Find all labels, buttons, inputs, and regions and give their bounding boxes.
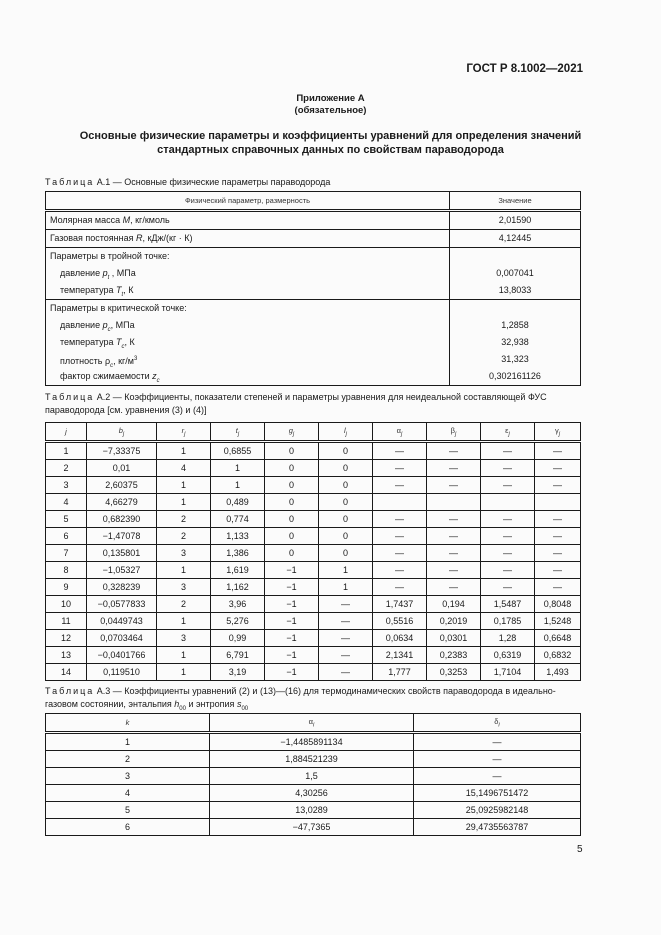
- table-cell: —: [481, 460, 535, 477]
- table-cell: −1: [265, 647, 319, 664]
- table-cell: 1,5248: [535, 613, 581, 630]
- table-cell: 0,8048: [535, 596, 581, 613]
- table-cell: 3: [46, 477, 87, 494]
- table-cell: −1,47078: [87, 528, 157, 545]
- table-cell: 9: [46, 579, 87, 596]
- table-row: [46, 511, 581, 528]
- param-group-labels: [46, 248, 450, 300]
- table-cell: 0,2383: [427, 647, 481, 664]
- table-cell: 3: [157, 630, 211, 647]
- table-cell: 1: [211, 460, 265, 477]
- table-cell: 1: [157, 442, 211, 460]
- table-cell: 0,0449743: [87, 613, 157, 630]
- table-cell: 0,682390: [87, 511, 157, 528]
- table-cell: —: [319, 647, 373, 664]
- column-header-l: $l_j$: [319, 423, 373, 442]
- table-cell: 0: [265, 511, 319, 528]
- table-row: [46, 768, 581, 785]
- table-cell: −1: [265, 579, 319, 596]
- caption-text: А.2 — Коэффициенты, показатели степеней и параметры уравнения для неидеальной составляющей ФУС параводорода [см. уравнения (3) и (4)]: [45, 392, 547, 415]
- caption-prefix: Таблица: [45, 392, 95, 402]
- table-cell: 0: [319, 460, 373, 477]
- param-group-values: [450, 248, 581, 300]
- table-cell: −1: [265, 613, 319, 630]
- table-cell: 6: [46, 819, 210, 836]
- table-cell: 0: [319, 528, 373, 545]
- table-cell: 3,96: [211, 596, 265, 613]
- column-header-j: j: [46, 423, 87, 442]
- table-cell: −1: [265, 630, 319, 647]
- table-cell: 1: [319, 579, 373, 596]
- table-cell: —: [373, 528, 427, 545]
- table-a3: [45, 713, 581, 836]
- table-cell: 1,777: [373, 664, 427, 681]
- table-cell: −1: [265, 596, 319, 613]
- table-cell: 1,619: [211, 562, 265, 579]
- table-cell: 0,328239: [87, 579, 157, 596]
- table-cell: —: [427, 511, 481, 528]
- table-cell: 0: [319, 545, 373, 562]
- table-row: [46, 664, 581, 681]
- table-cell: —: [414, 733, 581, 751]
- table-cell: —: [481, 528, 535, 545]
- table-cell: 0,3253: [427, 664, 481, 681]
- param-value: 13,8033: [498, 285, 532, 295]
- table-a2-caption: [45, 391, 585, 417]
- table-cell: 6,791: [211, 647, 265, 664]
- table-cell: 0: [265, 494, 319, 511]
- table-cell: 25,0925982148: [414, 802, 581, 819]
- table-cell: —: [535, 545, 581, 562]
- caption-text: А.1 — Основные физические параметры параводорода: [94, 177, 331, 187]
- table-cell: 4,66279: [87, 494, 157, 511]
- table-cell: [373, 494, 427, 511]
- table-cell: 7: [46, 545, 87, 562]
- table-row: [46, 494, 581, 511]
- table-cell: —: [373, 511, 427, 528]
- table-cell: 0,6832: [535, 647, 581, 664]
- table-cell: 0,6855: [211, 442, 265, 460]
- table-cell: 3: [157, 545, 211, 562]
- table-cell: —: [535, 511, 581, 528]
- table-cell: 0,119510: [87, 664, 157, 681]
- column-header-k: k: [46, 714, 210, 733]
- table-cell: 4: [157, 460, 211, 477]
- table-cell: 1: [46, 733, 210, 751]
- param-group-values: [450, 300, 581, 386]
- table-cell: −1: [265, 664, 319, 681]
- table-cell: —: [481, 579, 535, 596]
- param-value: 0,302161126: [489, 371, 541, 381]
- table-cell: 1,493: [535, 664, 581, 681]
- table-cell: 0: [319, 494, 373, 511]
- table-cell: 1: [157, 647, 211, 664]
- table-cell: 11: [46, 613, 87, 630]
- table-row: [46, 596, 581, 613]
- table-cell: —: [319, 596, 373, 613]
- param-label: давление $p_t$ , МПа: [60, 268, 136, 281]
- table-cell: —: [319, 664, 373, 681]
- table-cell: 0: [265, 442, 319, 460]
- table-a1-caption: [45, 176, 585, 189]
- column-header-alpha: $\alpha_i$: [210, 714, 414, 733]
- table-cell: —: [427, 545, 481, 562]
- table-cell: 0,99: [211, 630, 265, 647]
- table-cell: 0,6319: [481, 647, 535, 664]
- param-label: температура $T_c$, К: [60, 337, 135, 350]
- table-cell: [481, 494, 535, 511]
- table-cell: —: [535, 442, 581, 460]
- table-cell: 0,774: [211, 511, 265, 528]
- table-row: [46, 613, 581, 630]
- table-cell: −1,4485891134: [210, 733, 414, 751]
- table-cell: —: [427, 562, 481, 579]
- table-a2-body: [46, 442, 581, 681]
- table-cell: 4,30256: [210, 785, 414, 802]
- table-row-group-critical: [46, 300, 581, 386]
- table-cell: 1: [157, 613, 211, 630]
- table-cell: 0,0634: [373, 630, 427, 647]
- table-cell: 2,1341: [373, 647, 427, 664]
- table-cell: —: [481, 477, 535, 494]
- table-cell: 1,5: [210, 768, 414, 785]
- appendix-status: (обязательное): [294, 105, 367, 116]
- table-row: [46, 230, 581, 248]
- table-header-row: [46, 714, 581, 733]
- table-cell: 0: [265, 528, 319, 545]
- table-header-row: [46, 423, 581, 442]
- table-a3-body: [46, 733, 581, 836]
- table-cell: 4: [46, 494, 87, 511]
- table-cell: [427, 494, 481, 511]
- appendix-title-line1: Основные физические параметры и коэффициенты уравнений для определения значений: [79, 130, 582, 142]
- table-cell: 2: [157, 511, 211, 528]
- table-cell: —: [535, 477, 581, 494]
- table-a2: [45, 422, 581, 681]
- column-header-g: $g_j$: [265, 423, 319, 442]
- column-header-delta: $\delta_i$: [414, 714, 581, 733]
- table-cell: —: [414, 751, 581, 768]
- column-header: Физический параметр, размерность: [46, 192, 450, 211]
- param-value: 2,01590: [450, 211, 581, 230]
- table-cell: —: [481, 442, 535, 460]
- table-cell: —: [427, 477, 481, 494]
- param-value: 32,938: [501, 337, 529, 347]
- table-cell: 0,489: [211, 494, 265, 511]
- page-number: 5: [577, 844, 583, 855]
- table-cell: —: [427, 442, 481, 460]
- table-cell: −0,0577833: [87, 596, 157, 613]
- caption-prefix: Таблица: [45, 686, 95, 696]
- table-cell: 1: [157, 494, 211, 511]
- table-cell: 1: [157, 477, 211, 494]
- table-cell: 5,276: [211, 613, 265, 630]
- column-header-t: $t_j$: [211, 423, 265, 442]
- table-cell: —: [319, 630, 373, 647]
- table-cell: —: [414, 768, 581, 785]
- table-cell: 0,0703464: [87, 630, 157, 647]
- table-cell: —: [373, 545, 427, 562]
- table-row: [46, 545, 581, 562]
- table-row: [46, 647, 581, 664]
- table-row-group-triple: [46, 248, 581, 300]
- table-cell: 0: [319, 511, 373, 528]
- table-cell: 0: [319, 442, 373, 460]
- table-cell: —: [481, 562, 535, 579]
- table-cell: —: [373, 562, 427, 579]
- group-label: Параметры в критической точке:: [50, 303, 187, 313]
- table-cell: —: [481, 511, 535, 528]
- table-cell: —: [481, 545, 535, 562]
- table-cell: 0: [265, 545, 319, 562]
- table-cell: —: [535, 579, 581, 596]
- param-label: температура $T_t$, К: [60, 285, 134, 298]
- appendix-title-line2: стандартных справочных данных по свойствам параводорода: [157, 144, 504, 156]
- table-cell: 0,5516: [373, 613, 427, 630]
- param-label: давление $p_c$, МПа: [60, 320, 135, 333]
- table-cell: 1,884521239: [210, 751, 414, 768]
- table-cell: 0,01: [87, 460, 157, 477]
- param-value: 31,323: [501, 354, 529, 364]
- table-cell: 13,0289: [210, 802, 414, 819]
- table-cell: −1: [265, 562, 319, 579]
- table-header-row: [46, 192, 581, 211]
- table-cell: 0,135801: [87, 545, 157, 562]
- table-cell: —: [373, 460, 427, 477]
- table-cell: 1,28: [481, 630, 535, 647]
- table-row: [46, 785, 581, 802]
- table-cell: −0,0401766: [87, 647, 157, 664]
- table-cell: 6: [46, 528, 87, 545]
- table-cell: —: [535, 460, 581, 477]
- table-cell: 1,386: [211, 545, 265, 562]
- table-cell: 0,2019: [427, 613, 481, 630]
- table-cell: 0: [265, 477, 319, 494]
- column-header-gamma: $\gamma_j$: [535, 423, 581, 442]
- table-row: [46, 562, 581, 579]
- table-cell: 5: [46, 511, 87, 528]
- table-cell: 1: [157, 664, 211, 681]
- table-row: [46, 819, 581, 836]
- table-cell: 3: [157, 579, 211, 596]
- table-cell: 10: [46, 596, 87, 613]
- table-cell: 1: [157, 562, 211, 579]
- table-row: [46, 460, 581, 477]
- table-cell: 12: [46, 630, 87, 647]
- table-cell: 2,60375: [87, 477, 157, 494]
- column-header-epsilon: $\varepsilon_j$: [481, 423, 535, 442]
- table-cell: 1,7437: [373, 596, 427, 613]
- standard-number: ГОСТ Р 8.1002—2021: [466, 63, 583, 75]
- table-cell: 4: [46, 785, 210, 802]
- group-label: Параметры в тройной точке:: [50, 251, 170, 261]
- table-row: [46, 802, 581, 819]
- table-cell: 1: [319, 562, 373, 579]
- table-cell: —: [535, 528, 581, 545]
- table-row: [46, 211, 581, 230]
- table-row: [46, 579, 581, 596]
- appendix-label: Приложение А: [296, 93, 365, 104]
- table-cell: —: [427, 460, 481, 477]
- table-cell: —: [427, 528, 481, 545]
- table-row: [46, 528, 581, 545]
- table-cell: 14: [46, 664, 87, 681]
- param-value: 4,12445: [450, 230, 581, 248]
- column-header-beta: $\beta_j$: [427, 423, 481, 442]
- param-label: фактор сжимаемости $z_c$: [60, 371, 160, 384]
- param-label: Молярная масса M, кг/кмоль: [46, 211, 450, 230]
- table-a1: [45, 191, 581, 386]
- table-row: [46, 751, 581, 768]
- table-cell: 3: [46, 768, 210, 785]
- table-cell: 29,4735563787: [414, 819, 581, 836]
- param-group-labels: [46, 300, 450, 386]
- table-cell: 8: [46, 562, 87, 579]
- table-cell: 1,7104: [481, 664, 535, 681]
- table-cell: 1,133: [211, 528, 265, 545]
- table-cell: 2: [46, 751, 210, 768]
- column-header-r: $r_j$: [157, 423, 211, 442]
- column-header-alpha: $\alpha_j$: [373, 423, 427, 442]
- table-cell: 0: [319, 477, 373, 494]
- param-label: плотность $\rho_c$, $кг/м^3$: [60, 356, 138, 369]
- table-a3-caption: [45, 685, 585, 716]
- appendix-title: [0, 129, 661, 157]
- table-cell: 15,1496751472: [414, 785, 581, 802]
- table-cell: 1,5487: [481, 596, 535, 613]
- param-value: 1,2858: [501, 320, 529, 330]
- table-cell: —: [319, 613, 373, 630]
- table-cell: —: [373, 477, 427, 494]
- table-row: [46, 733, 581, 751]
- table-cell: 2: [157, 528, 211, 545]
- table-cell: 13: [46, 647, 87, 664]
- table-cell: 5: [46, 802, 210, 819]
- table-cell: −47,7365: [210, 819, 414, 836]
- table-cell: 2: [46, 460, 87, 477]
- table-cell: 0,0301: [427, 630, 481, 647]
- table-cell: —: [373, 442, 427, 460]
- table-cell: —: [535, 562, 581, 579]
- table-cell: 0,194: [427, 596, 481, 613]
- table-row: [46, 442, 581, 460]
- table-cell: —: [373, 579, 427, 596]
- table-cell: 1: [211, 477, 265, 494]
- param-label: Газовая постоянная R, кДж/(кг · К): [46, 230, 450, 248]
- caption-prefix: Таблица: [45, 177, 95, 187]
- table-cell: 1: [46, 442, 87, 460]
- table-cell: −1,05327: [87, 562, 157, 579]
- table-cell: −7,33375: [87, 442, 157, 460]
- column-header-b: $b_j$: [87, 423, 157, 442]
- table-cell: 0,6648: [535, 630, 581, 647]
- table-cell: 0,1785: [481, 613, 535, 630]
- table-cell: [535, 494, 581, 511]
- table-cell: —: [427, 579, 481, 596]
- table-cell: 0: [265, 460, 319, 477]
- table-cell: 2: [157, 596, 211, 613]
- param-value: 0,007041: [496, 268, 534, 278]
- table-cell: 3,19: [211, 664, 265, 681]
- table-cell: 1,162: [211, 579, 265, 596]
- table-row: [46, 630, 581, 647]
- caption-text: А.3 — Коэффициенты уравнений (2) и (13)—(16) для термодинамических свойств параводорода в идеально-газовом состоянии, энтальпия $h_{00}$ и энтропия $s_{00}$: [45, 686, 556, 712]
- table-row: [46, 477, 581, 494]
- column-header: Значение: [450, 192, 581, 211]
